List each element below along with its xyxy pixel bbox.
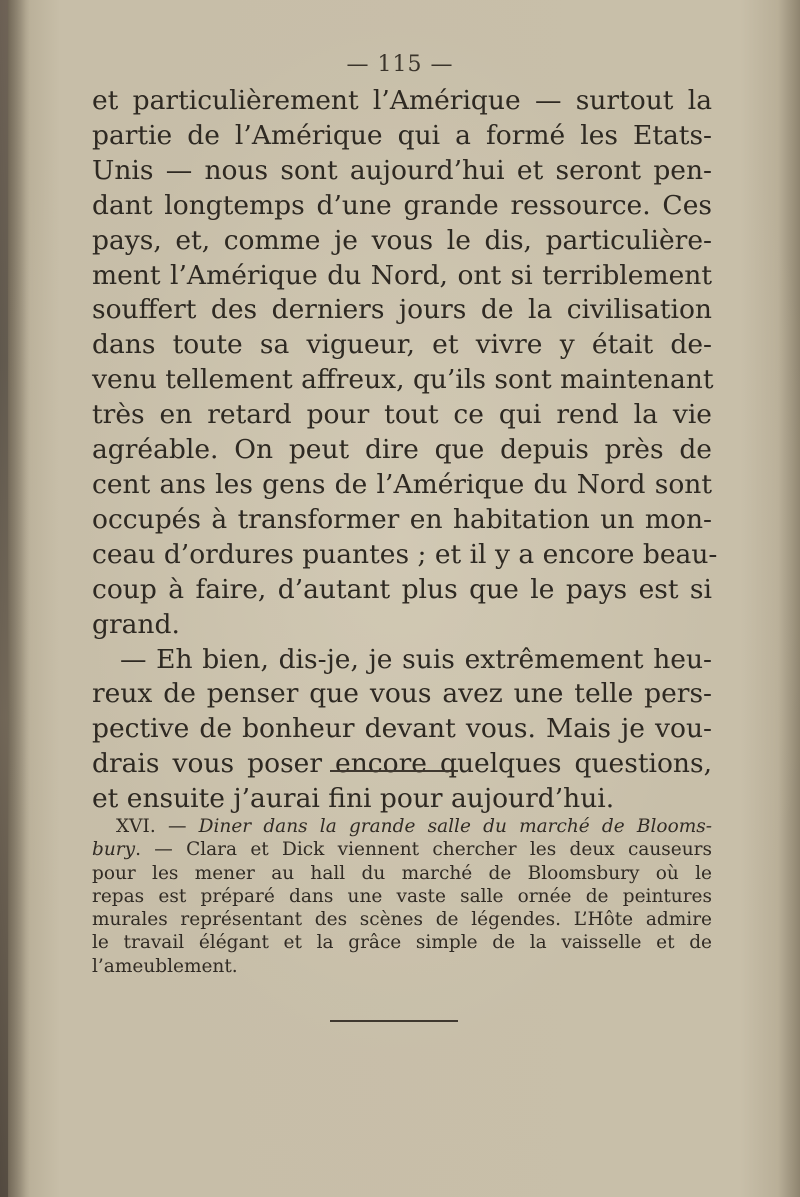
summary-line: murales représentant des scènes de légendes. L’Hôte admire [92, 909, 712, 931]
body-line: souffert des derniers jours de la civilisation [92, 294, 712, 326]
chapter-title: Diner dans la grande salle du marché de Blooms- [198, 816, 712, 837]
summary-line: l’ameublement. [92, 955, 238, 977]
body-line: très en retard pour tout ce qui rend la vie [92, 399, 712, 431]
chapter-title-cont: bury [92, 839, 136, 861]
page-number: — 115 — [346, 52, 454, 77]
section-divider [330, 1020, 458, 1022]
body-line: — Eh bien, dis-je, je suis extrêmement heu- [120, 643, 712, 675]
chapter-summary [92, 815, 712, 978]
body-line: ceau d’ordures puantes ; et il y a encore beau- [92, 538, 718, 570]
body-line: Unis — nous sont aujourd’hui et seront pen- [92, 154, 712, 186]
summary-line [92, 838, 712, 861]
body-line: cent ans les gens de l’Amérique du Nord sont [92, 468, 712, 500]
body-line: dans toute sa vigueur, et vivre y était de- [92, 329, 712, 361]
summary-line: pour les mener au hall du marché de Bloomsbury où le [92, 862, 712, 884]
chapter-number: XVI. [116, 816, 156, 837]
page-binding-edge [0, 0, 8, 1197]
body-line: et particulièrement l’Amérique — surtout la [92, 85, 712, 116]
body-line: grand. [92, 608, 180, 640]
body-line: et ensuite j’aurai fini pour aujourd’hui. [92, 783, 615, 815]
body-line: drais vous poser encore quelques questions, [92, 748, 712, 780]
summary-line: repas est préparé dans une vaste salle ornée de peintures [92, 885, 712, 907]
summary-line [92, 815, 712, 838]
body-line: partie de l’Amérique qui a formé les Etats- [92, 119, 712, 151]
body-line: pective de bonheur devant vous. Mais je vou- [92, 713, 712, 745]
chapter-dash: — [155, 816, 199, 837]
body-line: ment l’Amérique du Nord, ont si terriblement [92, 259, 712, 291]
body-line: agréable. On peut dire que depuis près de [92, 434, 712, 466]
body-line: dant longtemps d’une grande ressource. Ces [92, 189, 712, 221]
summary-line: le travail élégant et la grâce simple de la vaisselle et de [92, 932, 712, 954]
body-text [92, 84, 718, 817]
body-line: venu tellement affreux, qu’ils sont maintenant [92, 364, 714, 396]
body-line: coup à faire, d’autant plus que le pays est si [92, 573, 712, 605]
body-line: reux de penser que vous avez une telle pers- [92, 678, 712, 710]
section-divider [330, 770, 458, 772]
body-line: occupés à transformer en habitation un mon- [92, 503, 712, 535]
summary-text: . — Clara et Dick viennent chercher les deux causeurs [135, 839, 712, 861]
body-line: pays, et, comme je vous le dis, particulière- [92, 224, 712, 256]
page-gutter-shadow [8, 0, 30, 1197]
